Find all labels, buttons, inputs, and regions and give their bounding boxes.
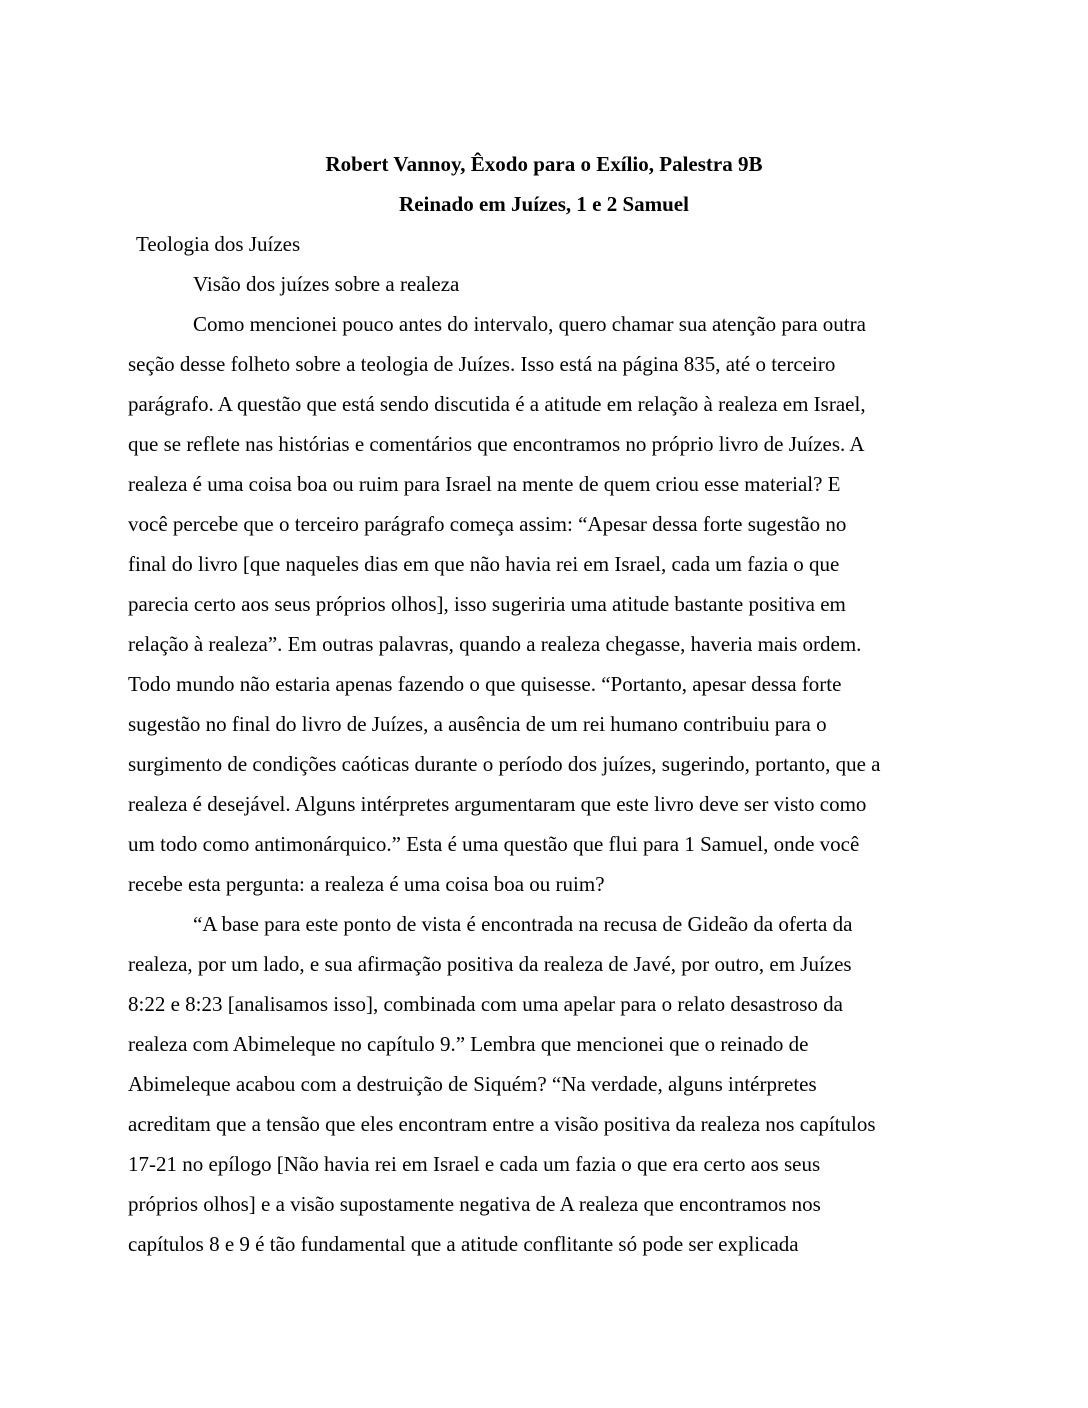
text-line: final do livro [que naqueles dias em que não havia rei em Israel, cada um fazia o que xyxy=(128,552,840,576)
text-line: Abimeleque acabou com a destruição de Siquém? “Na verdade, alguns intérpretes xyxy=(128,1072,817,1096)
text-line: capítulos 8 e 9 é tão fundamental que a atitude conflitante só pode ser explicada xyxy=(128,1232,799,1256)
text-line: 8:22 e 8:23 [analisamos isso], combinada com uma apelar para o relato desastroso da xyxy=(128,992,843,1016)
document-title-line-2: Reinado em Juízes, 1 e 2 Samuel xyxy=(399,192,689,216)
text-line: parágrafo. A questão que está sendo discutida é a atitude em relação à realeza em Israel, xyxy=(128,392,866,416)
text-line: acreditam que a tensão que eles encontram entre a visão positiva da realeza nos capítulos xyxy=(128,1112,876,1136)
text-line: parecia certo aos seus próprios olhos], isso sugeriria uma atitude bastante positiva em xyxy=(128,592,846,616)
text-line: Como mencionei pouco antes do intervalo, quero chamar sua atenção para outra xyxy=(193,312,866,336)
paragraph-2 xyxy=(128,904,960,1264)
section-subheading: Visão dos juízes sobre a realeza xyxy=(193,272,460,296)
text-line: um todo como antimonárquico.” Esta é uma questão que flui para 1 Samuel, onde você xyxy=(128,832,860,856)
text-line: sugestão no final do livro de Juízes, a ausência de um rei humano contribuiu para o xyxy=(128,712,827,736)
text-line: 17-21 no epílogo [Não havia rei em Israel e cada um fazia o que era certo aos seus xyxy=(128,1152,821,1176)
text-line: que se reflete nas histórias e comentários que encontramos no próprio livro de Juízes. A xyxy=(128,432,865,456)
text-line: surgimento de condições caóticas durante o período dos juízes, sugerindo, portanto, que a xyxy=(128,752,881,776)
paragraph-1 xyxy=(128,304,960,904)
text-line: próprios olhos] e a visão supostamente negativa de A realeza que encontramos nos xyxy=(128,1192,821,1216)
text-line: seção desse folheto sobre a teologia de Juízes. Isso está na página 835, até o terceiro xyxy=(128,352,836,376)
text-line: realeza é desejável. Alguns intérpretes argumentaram que este livro deve ser visto como xyxy=(128,792,867,816)
text-line: realeza, por um lado, e sua afirmação positiva da realeza de Javé, por outro, em Juízes xyxy=(128,952,852,976)
text-line: “A base para este ponto de vista é encontrada na recusa de Gideão da oferta da xyxy=(193,912,853,936)
text-line: realeza com Abimeleque no capítulo 9.” Lembra que mencionei que o reinado de xyxy=(128,1032,809,1056)
section-heading: Teologia dos Juízes xyxy=(136,232,301,256)
document-title-line-1: Robert Vannoy, Êxodo para o Exílio, Palestra 9B xyxy=(325,152,763,176)
text-line: Todo mundo não estaria apenas fazendo o que quisesse. “Portanto, apesar dessa forte xyxy=(128,672,842,696)
text-line: você percebe que o terceiro parágrafo começa assim: “Apesar dessa forte sugestão no xyxy=(128,512,847,536)
text-line: recebe esta pergunta: a realeza é uma coisa boa ou ruim? xyxy=(128,872,605,896)
text-line: relação à realeza”. Em outras palavras, quando a realeza chegasse, haveria mais ordem. xyxy=(128,632,862,656)
text-line: realeza é uma coisa boa ou ruim para Israel na mente de quem criou esse material? E xyxy=(128,472,841,496)
